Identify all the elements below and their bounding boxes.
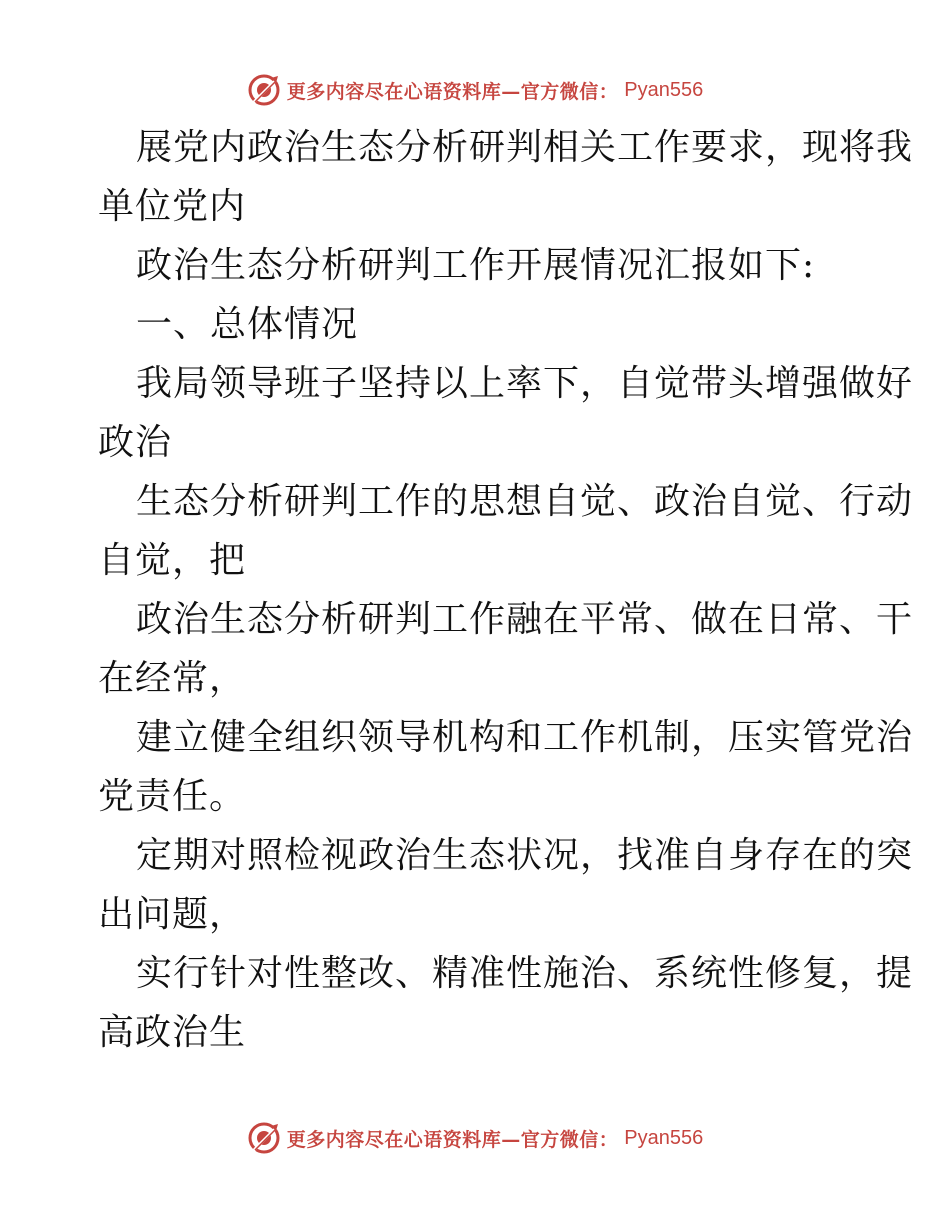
- body-line: 出问题，: [98, 894, 247, 935]
- body-line: 高政治生: [98, 1012, 247, 1053]
- quill-seal-icon: [247, 1121, 281, 1155]
- body-line: 单位党内: [98, 186, 247, 227]
- footer-banner-text: 更多内容尽在心语资料库—官方微信：: [286, 1128, 619, 1151]
- body-line: 政治生态分析研判工作开展情况汇报如下:: [136, 245, 816, 286]
- header-watermark-banner: [0, 70, 950, 110]
- header-banner-text: 更多内容尽在心语资料库—官方微信：: [286, 80, 619, 103]
- footer-watermark-banner: [0, 1118, 950, 1158]
- body-line: 政治生态分析研判工作融在平常、做在日常、干: [136, 599, 914, 640]
- body-line: 建立健全组织领导机构和工作机制，压实管党治: [136, 717, 914, 758]
- body-line: 我局领导班子坚持以上率下，自觉带头增强做好: [136, 363, 914, 404]
- body-line: 自觉，把: [98, 540, 247, 581]
- body-line: 展党内政治生态分析研判相关工作要求，现将我: [136, 127, 914, 168]
- body-line: 实行针对性整改、精准性施治、系统性修复，提: [136, 953, 914, 994]
- quill-seal-icon: [247, 73, 281, 107]
- footer-banner-id: Pyan556: [624, 1126, 704, 1149]
- body-line: 政治: [98, 422, 173, 463]
- header-banner-id: Pyan556: [624, 78, 704, 101]
- document-body: [98, 118, 914, 1062]
- body-line: 党责任。: [98, 776, 247, 817]
- section-heading: 一、总体情况: [136, 304, 359, 345]
- body-line: 生态分析研判工作的思想自觉、政治自觉、行动: [136, 481, 914, 522]
- body-line: 定期对照检视政治生态状况，找准自身存在的突: [136, 835, 914, 876]
- body-line: 在经常，: [98, 658, 247, 699]
